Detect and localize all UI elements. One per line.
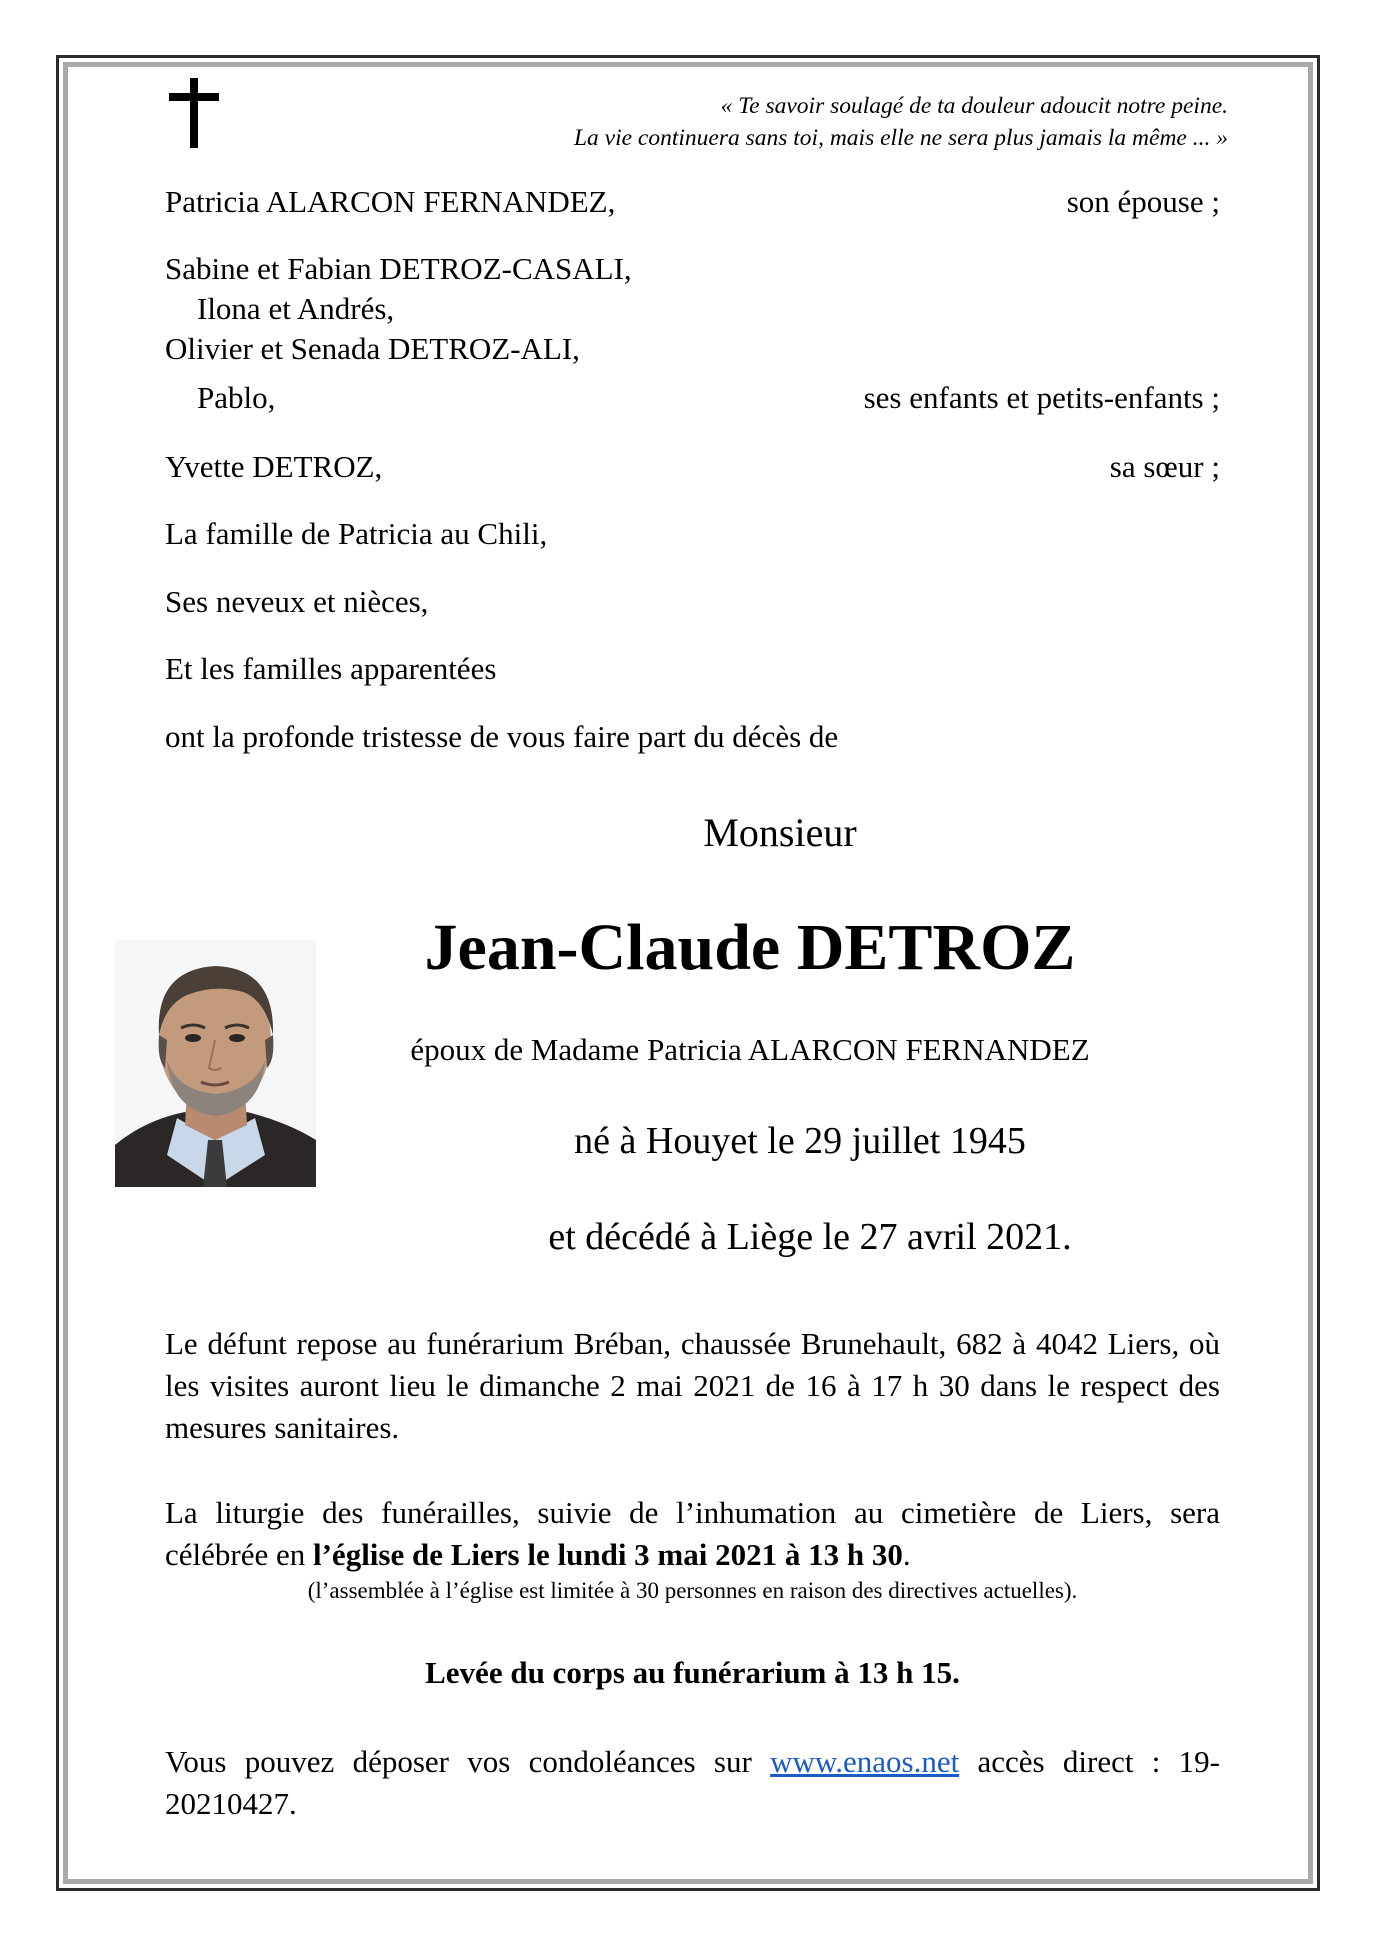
attendance-note: (l’assemblée à l’église est limitée à 30 personnes en raison des directives actuelles). bbox=[307, 1578, 1078, 1603]
spouse-line: époux de Madame Patricia ALARCON FERNANDEZ bbox=[410, 1032, 1090, 1067]
funeral-datetime: l’église de Liers le lundi 3 mai 2021 à 13 h 30 bbox=[313, 1537, 903, 1572]
sister-relation: sa sœur ; bbox=[1109, 449, 1220, 484]
children-relation: ses enfants et petits-enfants ; bbox=[863, 380, 1220, 415]
visitation-paragraph: Le défunt repose au funérarium Bréban, chaussée Brunehault, 682 à 4042 Liers, où les visites auront lieu le dimanche 2 mai 2021 de 16 à 17 h 30 dans le respect des mesures sanitaires. bbox=[165, 1326, 1220, 1445]
portrait-illustration bbox=[115, 940, 316, 1187]
grandchildren-2-names: Pablo, bbox=[197, 380, 276, 415]
sister-name: Yvette DETROZ, bbox=[165, 449, 383, 484]
condolences-text-after: accès direct : 19-20210427. bbox=[165, 1744, 1220, 1821]
nephews-line: Ses neveux et nièces, bbox=[165, 584, 429, 619]
quote-line-1: « Te savoir soulagé de ta douleur adoucit notre peine. bbox=[720, 93, 1228, 119]
cross-icon bbox=[167, 78, 221, 148]
wife-name: Patricia ALARCON FERNANDEZ, bbox=[165, 184, 616, 219]
funeral-paragraph bbox=[165, 1492, 1220, 1576]
levee-line: Levée du corps au funérarium à 13 h 15. bbox=[425, 1655, 960, 1690]
funeral-text-after: . bbox=[902, 1537, 911, 1572]
announcement-line: ont la profonde tristesse de vous faire part du décès de bbox=[165, 719, 839, 754]
wife-relation: son épouse ; bbox=[1066, 184, 1220, 219]
honorific: Monsieur bbox=[703, 810, 857, 855]
grandchildren-1-names: Ilona et Andrés, bbox=[197, 291, 395, 326]
condolences-text-before: Vous pouvez déposer vos condoléances sur bbox=[165, 1744, 771, 1779]
chile-family-line: La famille de Patricia au Chili, bbox=[165, 516, 548, 551]
epigraph-quote bbox=[574, 90, 1228, 154]
portrait-photo bbox=[115, 940, 316, 1187]
funeral-text-before: La liturgie des funérailles, suivie de l’inhumation au cimetière de Liers, sera célébrée en bbox=[165, 1495, 1220, 1572]
birth-line: né à Houyet le 29 juillet 1945 bbox=[574, 1120, 1026, 1162]
relatives-line: Et les familles apparentées bbox=[165, 651, 497, 686]
child-1-name: Sabine et Fabian DETROZ-CASALI, bbox=[165, 251, 632, 286]
deceased-name: Jean-Claude DETROZ bbox=[424, 911, 1076, 984]
condolences-link[interactable]: www.enaos.net bbox=[770, 1744, 960, 1779]
condolences-paragraph bbox=[165, 1741, 1220, 1825]
child-2-name: Olivier et Senada DETROZ-ALI, bbox=[165, 331, 580, 366]
death-line: et décédé à Liège le 27 avril 2021. bbox=[548, 1216, 1072, 1258]
quote-line-2: La vie continuera sans toi, mais elle ne sera plus jamais la même ... » bbox=[573, 125, 1228, 151]
